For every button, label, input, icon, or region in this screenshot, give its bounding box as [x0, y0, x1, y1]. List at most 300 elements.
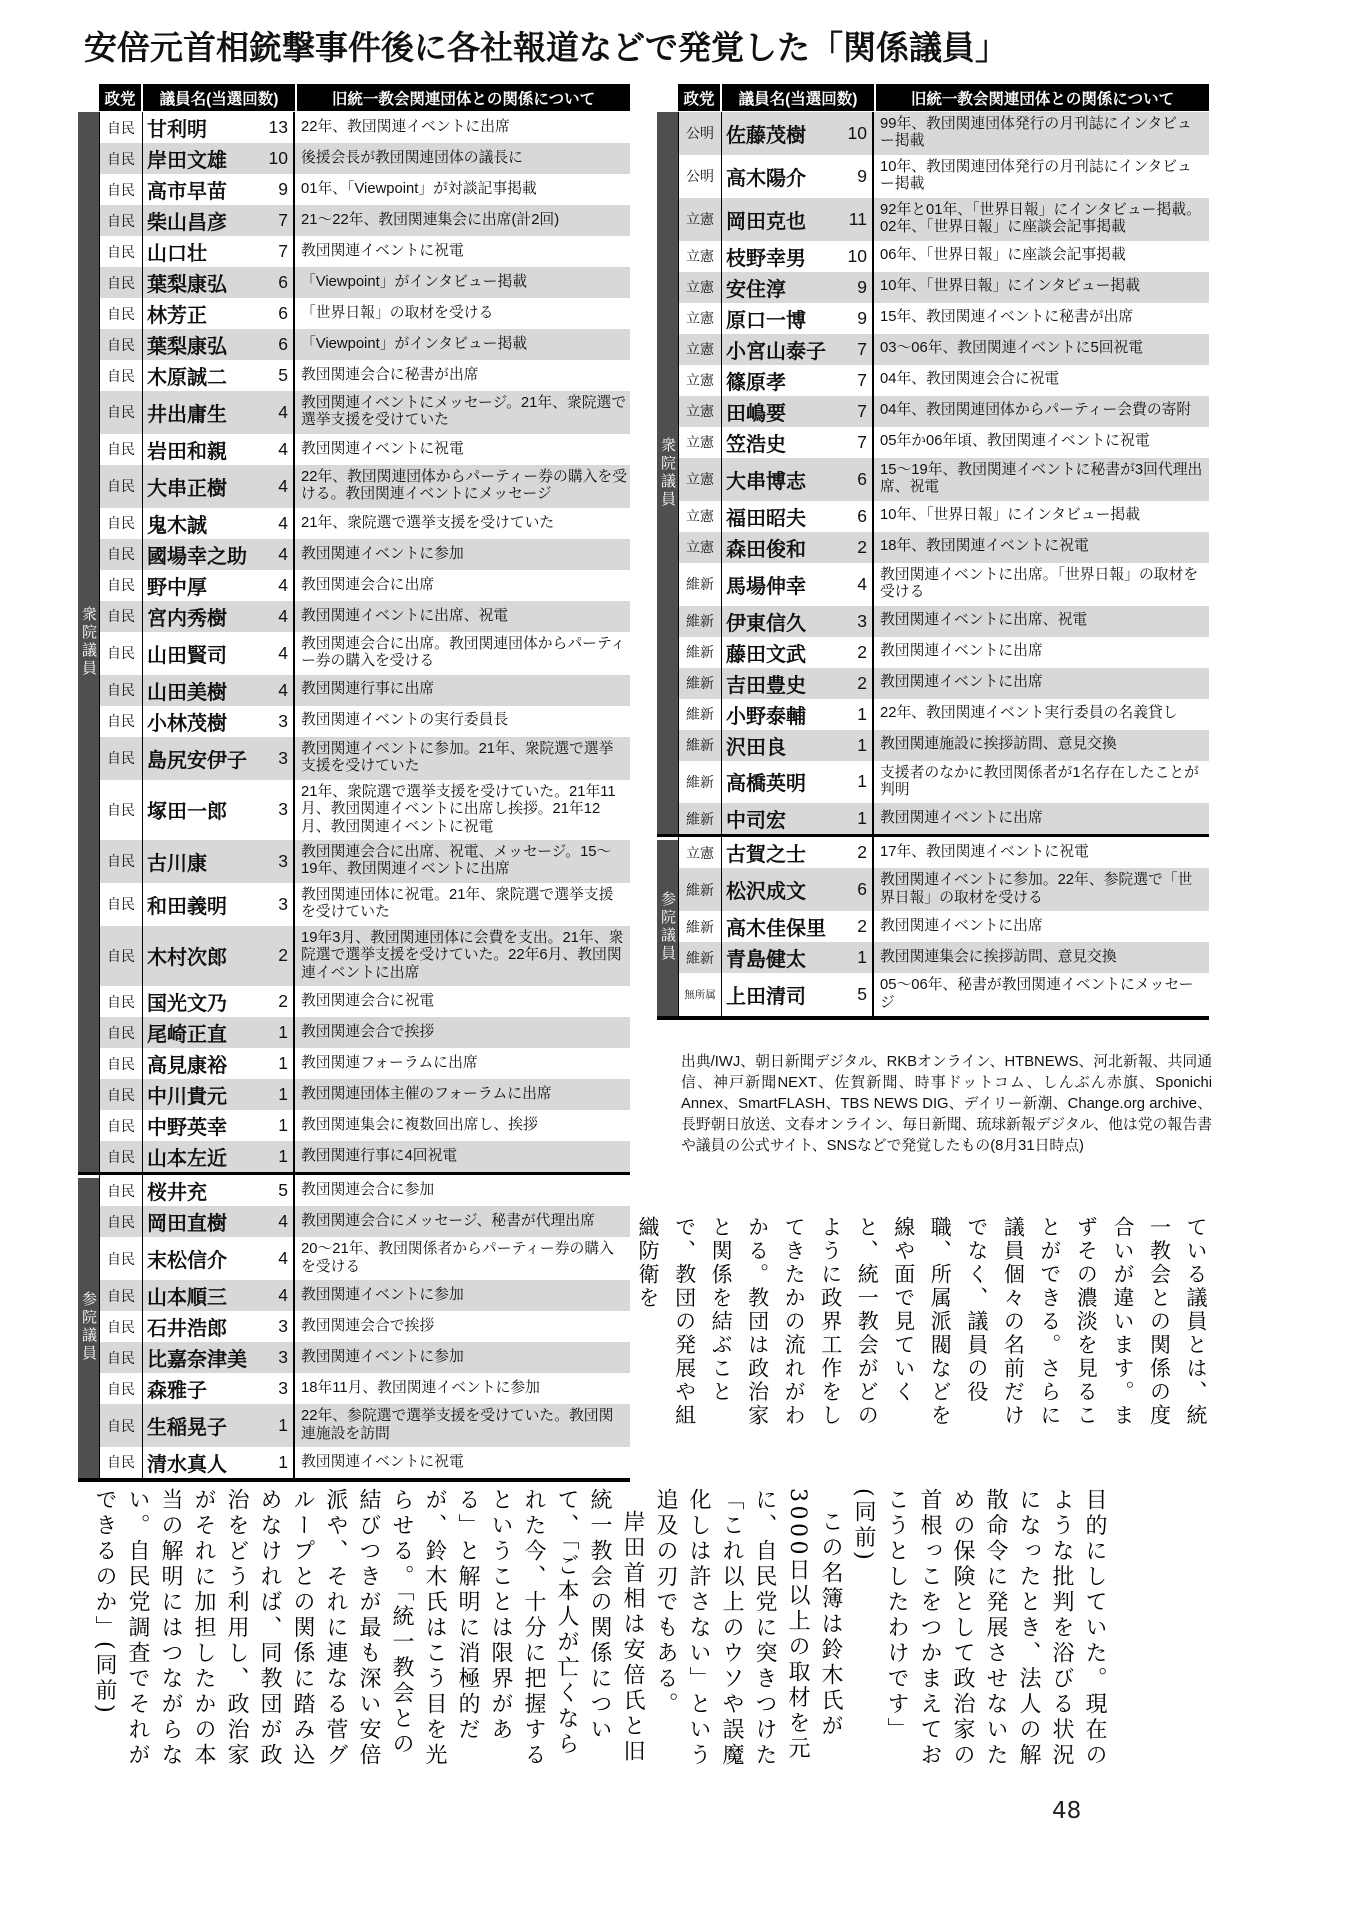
party-cell: 自民: [100, 1342, 143, 1373]
table-section: [657, 834, 1209, 1016]
party-cell: 自民: [100, 1206, 143, 1237]
header-relation: 旧統一教会関連団体との関係について: [297, 84, 630, 111]
politician-name: 古賀之士: [726, 844, 806, 867]
terms-count: 4: [857, 573, 867, 594]
table-header: [678, 84, 1209, 111]
relation-cell: 教団関連行事に出席: [301, 681, 435, 698]
terms-count: 2: [857, 916, 867, 937]
politician-name: 枝野幸男: [726, 247, 806, 270]
politician-name: 末松信介: [147, 1250, 227, 1273]
name-cell: [143, 329, 295, 360]
terms-count: 4: [278, 679, 288, 700]
party-cell: 立憲: [679, 241, 722, 272]
article-vertical-text-1: ている議員とは、統一教会との関係の度合いが違います。まずその濃淡を見ることができる。さらに議員個々の名前だけでなく、議員の役職、所属派閥などを線や面で見ていくと、統一教会がどのように政界工作をしてきたかの流れがわかる。教団は政治家と関係を結ぶことで、教団の発展や組織防衛を: [636, 1216, 1208, 1428]
name-cell: [143, 539, 295, 570]
politician-row: [100, 675, 630, 706]
terms-count: 9: [857, 276, 867, 297]
name-cell: [143, 926, 295, 986]
relation-cell: 10年、「世界日報」にインタビュー掲載: [880, 278, 1141, 295]
name-cell: [722, 155, 874, 198]
party-cell: 自民: [100, 143, 143, 174]
party-cell: 無所属: [679, 973, 722, 1016]
terms-count: 2: [857, 641, 867, 662]
table-section: [657, 112, 1209, 834]
relation-cell: 22年、教団関連団体からパーティー券の購入を受ける。教団関連イベントにメッセージ: [301, 468, 628, 503]
politician-name: 大串博志: [726, 470, 806, 493]
politician-name: 中司宏: [726, 810, 786, 833]
name-cell: [143, 1404, 295, 1447]
politician-row: [100, 601, 630, 632]
relation-cell: 21〜22年、教団関連集会に出席(計2回): [301, 211, 560, 228]
politician-row: [679, 334, 1209, 365]
politician-name: 田嶋要: [726, 402, 786, 425]
politician-name: 甘利明: [147, 119, 207, 141]
name-cell: [143, 986, 295, 1017]
name-cell: [143, 112, 295, 143]
terms-count: 4: [278, 1285, 288, 1306]
politician-row: [100, 1373, 630, 1404]
name-cell: [143, 143, 295, 174]
terms-count: 4: [278, 512, 288, 533]
relation-cell: 教団関連集会に挨拶訪問、意見交換: [880, 949, 1117, 966]
party-cell: 維新: [679, 730, 722, 761]
relation-cell: 教団関連イベントに出席: [880, 918, 1043, 935]
politician-name: 森雅子: [147, 1380, 207, 1403]
name-cell: [722, 699, 874, 730]
name-cell: [722, 668, 874, 699]
relation-cell: 教団関連会合にメッセージ、秘書が代理出席: [301, 1212, 595, 1229]
politician-row: [679, 458, 1209, 501]
name-cell: [143, 840, 295, 883]
politician-name: 小野泰輔: [726, 705, 806, 728]
politician-table-left: [78, 84, 630, 1482]
politician-row: [679, 396, 1209, 427]
terms-count: 13: [268, 117, 288, 137]
terms-count: 6: [857, 505, 867, 526]
politician-row: [679, 532, 1209, 563]
relation-cell: 10年、「世界日報」にインタビュー掲載: [880, 507, 1141, 524]
relation-cell: 15〜19年、教団関連イベントに秘書が3回代理出席、祝電: [880, 461, 1203, 496]
politician-row: [100, 298, 630, 329]
party-cell: 自民: [100, 1447, 143, 1478]
politician-row: [100, 465, 630, 508]
terms-count: 4: [278, 1211, 288, 1232]
politician-name: 山口壮: [147, 243, 207, 265]
politician-name: 清水真人: [147, 1453, 227, 1476]
terms-count: 4: [278, 475, 288, 496]
politician-row: [100, 780, 630, 840]
name-cell: [722, 911, 874, 942]
section-label: 衆院議員: [80, 606, 97, 679]
name-cell: [143, 1311, 295, 1342]
party-cell: 自民: [100, 1079, 143, 1110]
terms-count: 6: [857, 879, 867, 900]
terms-count: 1: [278, 1115, 288, 1136]
politician-name: 柴山昌彦: [147, 212, 227, 234]
name-cell: [722, 112, 874, 155]
terms-count: 7: [857, 431, 867, 452]
politician-row: [679, 501, 1209, 532]
politician-row: [100, 706, 630, 737]
politician-row: [100, 632, 630, 675]
terms-count: 9: [278, 179, 288, 199]
relation-cell: 教団関連イベントに出席。「世界日報」の取材を受ける: [880, 566, 1199, 601]
relation-cell: 10年、教団関連団体発行の月刊誌にインタビュー掲載: [880, 158, 1192, 193]
terms-count: 3: [278, 850, 288, 871]
name-cell: [722, 501, 874, 532]
politician-table-right: [657, 84, 1209, 1020]
relation-cell: 教団関連イベントに祝電: [301, 242, 464, 259]
party-cell: 自民: [100, 298, 143, 329]
relation-cell: 18年、教団関連イベントに祝電: [880, 538, 1089, 555]
terms-count: 5: [278, 365, 288, 385]
terms-count: 1: [278, 1451, 288, 1472]
section-rows: [678, 112, 1209, 834]
relation-cell: 教団関連イベントに出席、祝電: [301, 607, 509, 624]
politician-row: [679, 365, 1209, 396]
politician-row: [100, 112, 630, 143]
terms-count: 7: [857, 369, 867, 390]
terms-count: 4: [278, 605, 288, 626]
section-label: 衆院議員: [659, 437, 676, 510]
name-cell: [722, 606, 874, 637]
header-relation: 旧統一教会関連団体との関係について: [876, 84, 1209, 111]
relation-cell: 教団関連フォーラムに出席: [301, 1054, 478, 1071]
name-cell: [722, 942, 874, 973]
name-cell: [143, 1017, 295, 1048]
terms-count: 1: [857, 947, 867, 968]
politician-row: [100, 1079, 630, 1110]
table-section: [78, 112, 630, 1172]
relation-cell: 教団関連行事に4回祝電: [301, 1147, 458, 1164]
terms-count: 3: [278, 710, 288, 731]
politician-name: 尾崎正直: [147, 1024, 227, 1047]
relation-cell: 99年、教団関連団体発行の月刊誌にインタビュー掲載: [880, 116, 1192, 150]
relation-cell: 92年と01年、「世界日報」にインタビュー掲載。02年、「世界日報」に座談会記事掲載: [880, 201, 1201, 236]
relation-cell: 22年、教団関連イベント実行委員の名義貸し: [880, 705, 1178, 722]
relation-cell: 教団関連イベントに出席: [880, 674, 1043, 691]
politician-row: [679, 198, 1209, 241]
name-cell: [143, 1110, 295, 1141]
name-cell: [143, 205, 295, 236]
section-label-bar: [657, 837, 678, 1016]
relation-cell: 教団関連会合に祝電: [301, 992, 435, 1009]
politician-name: 山本順三: [147, 1287, 227, 1310]
page-number: 48: [1052, 1798, 1082, 1824]
terms-count: 3: [278, 1378, 288, 1399]
politician-name: 野中厚: [147, 576, 207, 599]
name-cell: [722, 365, 874, 396]
header-party: 政党: [678, 84, 720, 111]
politician-name: 塚田一郎: [147, 801, 227, 824]
name-cell: [143, 174, 295, 205]
party-cell: 自民: [100, 236, 143, 267]
politician-name: 高木陽介: [726, 167, 806, 190]
politician-row: [100, 1110, 630, 1141]
politician-name: 上田清司: [726, 986, 806, 1009]
party-cell: 公明: [679, 155, 722, 198]
relation-cell: 教団関連会合に出席、祝電、メッセージ。15〜19年、教団関連イベントに出席: [301, 843, 612, 878]
party-cell: 自民: [100, 780, 143, 840]
party-cell: 自民: [100, 1048, 143, 1079]
terms-count: 1: [857, 808, 867, 829]
terms-count: 2: [857, 672, 867, 693]
party-cell: 維新: [679, 668, 722, 699]
relation-cell: 「Viewpoint」がインタビュー掲載: [301, 273, 528, 290]
page-title: 安倍元首相銃撃事件後に各社報道などで発覚した「関係議員」: [84, 29, 1008, 66]
party-cell: 自民: [100, 1017, 143, 1048]
terms-count: 4: [278, 401, 288, 422]
terms-count: 2: [278, 991, 288, 1012]
politician-name: 生稲晃子: [147, 1417, 227, 1440]
section-label: 参院議員: [659, 890, 676, 963]
politician-name: 岸田文雄: [147, 150, 227, 172]
party-cell: 立憲: [679, 532, 722, 563]
politician-row: [100, 1237, 630, 1280]
terms-count: 3: [278, 799, 288, 820]
party-cell: 自民: [100, 737, 143, 780]
name-cell: [143, 601, 295, 632]
politician-name: 吉田豊史: [726, 674, 806, 697]
relation-cell: 05〜06年、秘書が教団関連イベントにメッセージ: [880, 977, 1194, 1011]
politician-row: [679, 606, 1209, 637]
politician-row: [679, 272, 1209, 303]
party-cell: 維新: [679, 911, 722, 942]
name-cell: [143, 780, 295, 840]
politician-name: 葉梨康弘: [147, 274, 227, 296]
party-cell: 自民: [100, 1373, 143, 1404]
politician-row: [679, 155, 1209, 198]
terms-count: 10: [268, 148, 288, 168]
party-cell: 自民: [100, 1175, 143, 1206]
party-cell: 自民: [100, 706, 143, 737]
politician-row: [100, 570, 630, 601]
politician-row: [679, 803, 1209, 834]
politician-name: 島尻安伊子: [147, 749, 247, 772]
party-cell: 自民: [100, 570, 143, 601]
politician-row: [100, 1206, 630, 1237]
relation-cell: 教団関連会合に参加: [301, 1181, 435, 1198]
name-cell: [143, 1175, 295, 1206]
politician-name: 山田賢司: [147, 644, 227, 667]
politician-name: 古川康: [147, 852, 207, 875]
politician-name: 葉梨康弘: [147, 336, 227, 358]
terms-count: 4: [278, 543, 288, 564]
relation-cell: 03〜06年、教団関連イベントに5回祝電: [880, 340, 1144, 357]
section-rows: [99, 1175, 630, 1478]
politician-row: [679, 668, 1209, 699]
relation-cell: 教団関連団体主催のフォーラムに出席: [301, 1085, 552, 1102]
name-cell: [143, 1079, 295, 1110]
terms-count: 9: [857, 307, 867, 328]
party-cell: 自民: [100, 1311, 143, 1342]
politician-row: [679, 112, 1209, 155]
party-cell: 自民: [100, 360, 143, 391]
politician-name: 木村次郎: [147, 947, 227, 970]
name-cell: [143, 1237, 295, 1280]
relation-cell: 後援会長が教団関連団体の議長に: [301, 149, 523, 166]
politician-row: [679, 563, 1209, 606]
terms-count: 1: [278, 1146, 288, 1167]
politician-row: [100, 986, 630, 1017]
party-cell: 自民: [100, 539, 143, 570]
politician-name: 山本左近: [147, 1148, 227, 1171]
header-name: 議員名(当選回数): [722, 84, 874, 111]
politician-row: [100, 174, 630, 205]
relation-cell: 教団関連イベントに参加: [301, 1348, 464, 1365]
name-cell: [143, 1447, 295, 1478]
politician-name: 佐藤茂樹: [726, 124, 806, 147]
politician-row: [679, 730, 1209, 761]
politician-name: 笠浩史: [726, 433, 786, 456]
relation-cell: 20〜21年、教団関係者からパーティー券の購入を受ける: [301, 1241, 614, 1275]
party-cell: 立憲: [679, 837, 722, 868]
terms-count: 4: [278, 1248, 288, 1269]
table-section: [78, 1172, 630, 1478]
section-label: 参院議員: [80, 1290, 97, 1363]
politician-name: 高市早苗: [147, 181, 227, 203]
relation-cell: 21年、衆院選で選挙支援を受けていた: [301, 514, 555, 531]
politician-name: 伊東信久: [726, 612, 806, 635]
party-cell: 立憲: [679, 396, 722, 427]
relation-cell: 教団関連イベントに参加。22年、参院選で「世界日報」の取材を受ける: [880, 872, 1193, 906]
politician-row: [100, 508, 630, 539]
name-cell: [143, 236, 295, 267]
name-cell: [722, 868, 874, 911]
relation-cell: 教団関連イベントに出席、祝電: [880, 612, 1088, 629]
party-cell: 自民: [100, 1141, 143, 1172]
relation-cell: 支援者のなかに教団関係者が1名存在したことが判明: [880, 764, 1199, 798]
name-cell: [143, 360, 295, 391]
politician-row: [100, 1141, 630, 1172]
terms-count: 3: [278, 893, 288, 914]
table-header: [99, 84, 630, 111]
relation-cell: 教団関連会合に出席。教団関連団体からパーティー券の購入を受ける: [301, 635, 626, 670]
relation-cell: 教団関連イベントにメッセージ。21年、衆院選で選挙支援を受けていた: [301, 395, 627, 429]
politician-name: 篠原孝: [726, 371, 786, 394]
politician-name: 高見康裕: [147, 1055, 227, 1078]
politician-row: [100, 1311, 630, 1342]
party-cell: 自民: [100, 926, 143, 986]
party-cell: 立憲: [679, 272, 722, 303]
politician-row: [679, 303, 1209, 334]
politician-row: [679, 241, 1209, 272]
politician-row: [100, 1447, 630, 1478]
party-cell: 自民: [100, 508, 143, 539]
politician-row: [100, 926, 630, 986]
name-cell: [143, 434, 295, 465]
name-cell: [722, 973, 874, 1016]
terms-count: 4: [278, 574, 288, 595]
politician-row: [100, 1175, 630, 1206]
relation-cell: 教団関連集会に複数回出席し、挨拶: [301, 1116, 538, 1133]
politician-name: 桜井充: [147, 1182, 207, 1205]
relation-cell: 15年、教団関連イベントに秘書が出席: [880, 309, 1134, 326]
terms-count: 3: [278, 1347, 288, 1368]
party-cell: 維新: [679, 803, 722, 834]
section-rows: [99, 112, 630, 1172]
terms-count: 1: [857, 771, 867, 792]
politician-name: 石井浩郎: [147, 1318, 227, 1341]
politician-row: [100, 360, 630, 391]
terms-count: 5: [278, 1180, 288, 1201]
relation-cell: 22年、参院選で選挙支援を受けていた。教団関連施設を訪問: [301, 1408, 614, 1442]
name-cell: [722, 637, 874, 668]
party-cell: 自民: [100, 434, 143, 465]
party-cell: 立憲: [679, 427, 722, 458]
relation-cell: 教団関連会合で挨拶: [301, 1317, 435, 1334]
party-cell: 自民: [100, 174, 143, 205]
politician-name: 岡田直樹: [147, 1213, 227, 1236]
article-vertical-text-2: [73, 1488, 1111, 1780]
party-cell: 維新: [679, 868, 722, 911]
politician-row: [679, 942, 1209, 973]
name-cell: [143, 883, 295, 926]
party-cell: 維新: [679, 637, 722, 668]
politician-row: [100, 1280, 630, 1311]
politician-row: [679, 761, 1209, 804]
article-paragraph: 岸田首相は安倍氏と旧統一教会の関係について、「ご本人が亡くなられた今、十分に把握するということは限界がある」と解明に消極的だが、鈴木氏はこう目を光らせる。「統一教会との結びつきが最も深い安倍派や、それに連なる菅グループとの関係に踏み込めなければ、同教団が政治をどう利用し、政治家がそれに加担したかの本当の解明にはつながらない。自民党調査でそれができるのか」(同前): [92, 1488, 645, 1769]
terms-count: 9: [857, 165, 867, 186]
party-cell: 自民: [100, 112, 143, 143]
party-cell: 維新: [679, 606, 722, 637]
party-cell: 維新: [679, 563, 722, 606]
table-body-right: [657, 112, 1209, 1020]
relation-cell: 教団関連イベントに出席: [880, 810, 1043, 827]
politician-name: 木原誠二: [147, 367, 227, 389]
relation-cell: 教団関連イベントに祝電: [301, 1453, 464, 1470]
relation-cell: 教団関連イベントに出席: [880, 643, 1043, 660]
name-cell: [722, 532, 874, 563]
politician-row: [100, 840, 630, 883]
party-cell: 自民: [100, 205, 143, 236]
section-label-bar: [78, 1175, 99, 1478]
relation-cell: 教団関連イベントに参加。21年、衆院選で選挙支援を受けていた: [301, 740, 614, 775]
terms-count: 2: [857, 536, 867, 557]
relation-cell: 17年、教団関連イベントに祝電: [880, 844, 1089, 861]
table-body-left: [78, 112, 630, 1482]
party-cell: 自民: [100, 1237, 143, 1280]
terms-count: 10: [847, 245, 867, 266]
politician-row: [100, 143, 630, 174]
politician-name: 井出庸生: [147, 403, 227, 426]
party-cell: 自民: [100, 465, 143, 508]
terms-count: 2: [857, 842, 867, 863]
header-party: 政党: [99, 84, 141, 111]
politician-row: [100, 236, 630, 267]
article-paragraph: 目的にしていた。現在のような批判を浴びる状況になったとき、法人の解散命令に発展させないための保険として政治家の首根っこをつかまえておこうとしたわけです」(同前): [851, 1488, 1107, 1769]
politician-row: [679, 868, 1209, 911]
politician-name: 松沢成文: [726, 881, 806, 904]
relation-cell: 「Viewpoint」がインタビュー掲載: [301, 335, 528, 352]
party-cell: 自民: [100, 840, 143, 883]
terms-count: 7: [857, 338, 867, 359]
politician-name: 高橋英明: [726, 773, 806, 796]
politician-row: [100, 205, 630, 236]
party-cell: 立憲: [679, 334, 722, 365]
party-cell: 自民: [100, 1404, 143, 1447]
name-cell: [143, 675, 295, 706]
politician-name: 中川貴元: [147, 1086, 227, 1109]
politician-name: 林芳正: [147, 305, 207, 327]
terms-count: 1: [857, 734, 867, 755]
terms-count: 7: [278, 210, 288, 230]
name-cell: [143, 632, 295, 675]
name-cell: [143, 1206, 295, 1237]
terms-count: 6: [278, 334, 288, 354]
name-cell: [143, 465, 295, 508]
party-cell: 自民: [100, 883, 143, 926]
